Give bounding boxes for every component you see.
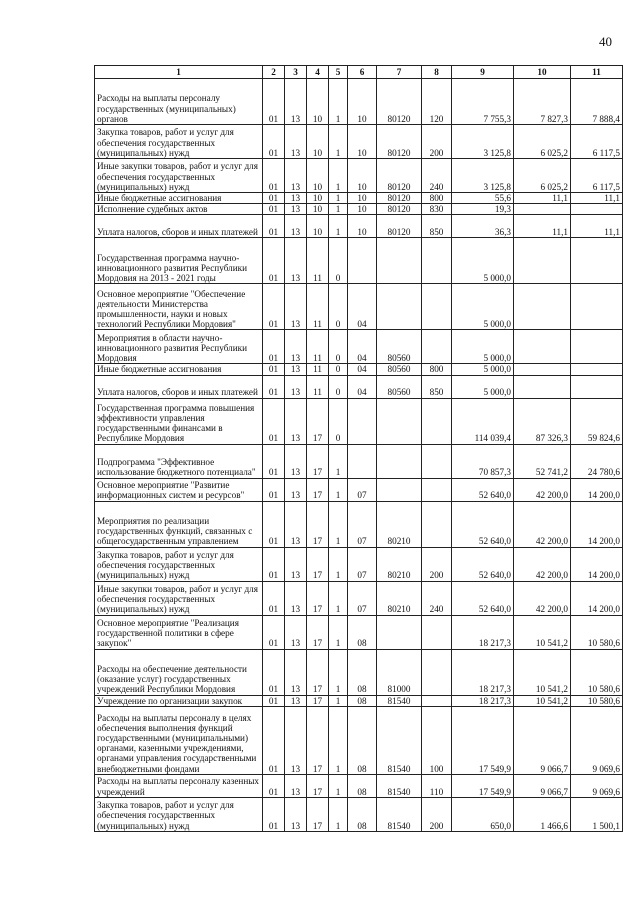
code-cell: 11 [307,364,329,375]
code-cell: 01 [263,398,285,444]
code-cell: 17 [307,444,329,478]
code-cell: 81540 [377,774,422,797]
code-cell [422,444,452,478]
table-row [95,193,623,204]
row-name-cell: Уплата налогов, сборов и иных платежей [95,375,263,398]
code-cell [422,398,452,444]
amount-cell: 18 217,3 [452,649,514,695]
table-row [95,79,623,125]
table-row [95,797,623,831]
amount-cell: 9 069,6 [571,706,623,774]
column-header: 6 [348,66,377,79]
code-cell: 13 [285,125,307,159]
code-cell: 10 [307,159,329,193]
table-row [95,581,623,615]
code-cell: 10 [348,215,377,238]
code-cell: 10 [307,204,329,215]
code-cell: 17 [307,706,329,774]
amount-cell: 14 200,0 [571,547,623,581]
row-name-cell: Иные бюджетные ассигнования [95,364,263,375]
code-cell: 81000 [377,649,422,695]
code-cell [422,330,452,364]
code-cell: 01 [263,649,285,695]
column-header: 7 [377,66,422,79]
column-header: 8 [422,66,452,79]
code-cell [377,478,422,501]
code-cell: 04 [348,284,377,330]
code-cell [377,284,422,330]
table-row [95,649,623,695]
code-cell: 17 [307,547,329,581]
code-cell: 80120 [377,159,422,193]
code-cell: 80120 [377,125,422,159]
amount-cell: 10 541,2 [514,695,571,706]
amount-cell: 70 857,3 [452,444,514,478]
code-cell: 08 [348,797,377,831]
amount-cell: 7 888,4 [571,79,623,125]
table-row [95,547,623,581]
row-name-cell: Иные закупки товаров, работ и услуг для обеспечения государственных (муниципальных) нужд [95,159,263,193]
amount-cell: 6 025,2 [514,159,571,193]
column-header: 2 [263,66,285,79]
code-cell: 1 [329,706,348,774]
amount-cell: 36,3 [452,215,514,238]
code-cell: 80120 [377,204,422,215]
code-cell: 01 [263,375,285,398]
amount-cell: 11,1 [571,193,623,204]
code-cell: 240 [422,581,452,615]
code-cell: 01 [263,797,285,831]
row-name-cell: Закупка товаров, работ и услуг для обеспечения государственных (муниципальных) нужд [95,797,263,831]
amount-cell: 11,1 [514,215,571,238]
code-cell: 80560 [377,375,422,398]
table-body [95,79,623,832]
row-name-cell: Расходы на выплаты персоналу государственных (муниципальных) органов [95,79,263,125]
code-cell: 800 [422,193,452,204]
code-cell: 01 [263,193,285,204]
table-row [95,444,623,478]
code-cell: 80120 [377,79,422,125]
code-cell: 01 [263,581,285,615]
code-cell [377,615,422,649]
code-cell: 11 [307,238,329,284]
code-cell: 13 [285,547,307,581]
amount-cell: 6 025,2 [514,125,571,159]
code-cell [422,695,452,706]
code-cell [348,398,377,444]
amount-cell: 10 541,2 [514,615,571,649]
code-cell: 13 [285,706,307,774]
row-name-cell: Расходы на выплаты персоналу казенных учреждений [95,774,263,797]
amount-cell: 5 000,0 [452,375,514,398]
code-cell [422,615,452,649]
amount-cell: 6 117,5 [571,125,623,159]
amount-cell: 5 000,0 [452,330,514,364]
code-cell: 13 [285,478,307,501]
amount-cell: 42 200,0 [514,478,571,501]
amount-cell: 14 200,0 [571,478,623,501]
amount-cell: 42 200,0 [514,547,571,581]
code-cell: 0 [329,398,348,444]
column-header: 10 [514,66,571,79]
code-cell: 13 [285,615,307,649]
table-row [95,478,623,501]
amount-cell: 18 217,3 [452,615,514,649]
code-cell: 07 [348,478,377,501]
column-header: 1 [95,66,263,79]
table-row [95,204,623,215]
row-name-cell: Подпрограмма "Эффективное использование бюджетного потенциала" [95,444,263,478]
amount-cell: 10 580,6 [571,649,623,695]
code-cell: 01 [263,444,285,478]
budget-table [94,65,623,832]
code-cell: 17 [307,581,329,615]
code-cell: 13 [285,330,307,364]
code-cell: 10 [307,215,329,238]
row-name-cell: Уплата налогов, сборов и иных платежей [95,215,263,238]
amount-cell: 52 640,0 [452,478,514,501]
code-cell: 10 [348,193,377,204]
code-cell: 17 [307,695,329,706]
amount-cell: 114 039,4 [452,398,514,444]
amount-cell: 19,3 [452,204,514,215]
code-cell: 17 [307,398,329,444]
code-cell [377,238,422,284]
code-cell: 01 [263,706,285,774]
amount-cell: 3 125,8 [452,159,514,193]
code-cell [422,478,452,501]
code-cell: 81540 [377,695,422,706]
code-cell [377,444,422,478]
code-cell: 04 [348,330,377,364]
code-cell: 01 [263,238,285,284]
amount-cell: 7 827,3 [514,79,571,125]
column-header: 9 [452,66,514,79]
code-cell: 850 [422,375,452,398]
table-row [95,615,623,649]
code-cell: 13 [285,649,307,695]
code-cell: 11 [307,284,329,330]
column-header: 5 [329,66,348,79]
row-name-cell: Закупка товаров, работ и услуг для обеспечения государственных (муниципальных) нужд [95,125,263,159]
amount-cell [514,238,571,284]
amount-cell: 10 580,6 [571,615,623,649]
table-row [95,159,623,193]
code-cell: 10 [348,125,377,159]
code-cell: 17 [307,615,329,649]
code-cell: 17 [307,774,329,797]
code-cell: 13 [285,238,307,284]
amount-cell: 52 640,0 [452,501,514,547]
amount-cell: 11,1 [514,193,571,204]
code-cell: 17 [307,501,329,547]
code-cell: 01 [263,215,285,238]
code-cell: 13 [285,774,307,797]
code-cell: 10 [348,204,377,215]
code-cell: 08 [348,774,377,797]
code-cell: 10 [307,193,329,204]
code-cell: 08 [348,695,377,706]
code-cell: 1 [329,581,348,615]
amount-cell [571,364,623,375]
code-cell: 1 [329,79,348,125]
amount-cell: 9 066,7 [514,774,571,797]
amount-cell: 3 125,8 [452,125,514,159]
code-cell: 1 [329,215,348,238]
code-cell: 13 [285,375,307,398]
code-cell: 01 [263,615,285,649]
amount-cell [514,330,571,364]
amount-cell: 59 824,6 [571,398,623,444]
code-cell: 13 [285,364,307,375]
code-cell: 240 [422,159,452,193]
code-cell: 200 [422,125,452,159]
code-cell: 830 [422,204,452,215]
amount-cell: 17 549,9 [452,706,514,774]
amount-cell: 5 000,0 [452,364,514,375]
amount-cell: 6 117,5 [571,159,623,193]
amount-cell: 42 200,0 [514,501,571,547]
amount-cell: 24 780,6 [571,444,623,478]
amount-cell: 14 200,0 [571,581,623,615]
amount-cell: 14 200,0 [571,501,623,547]
row-name-cell: Иные бюджетные ассигнования [95,193,263,204]
amount-cell [571,330,623,364]
code-cell: 17 [307,478,329,501]
table-row [95,284,623,330]
code-cell: 110 [422,774,452,797]
amount-cell: 5 000,0 [452,238,514,284]
code-cell: 80560 [377,364,422,375]
code-cell: 80120 [377,215,422,238]
code-cell: 1 [329,774,348,797]
code-cell: 10 [307,125,329,159]
table-row [95,375,623,398]
code-cell: 08 [348,615,377,649]
code-cell: 13 [285,695,307,706]
code-cell: 07 [348,547,377,581]
code-cell: 11 [307,375,329,398]
code-cell: 80210 [377,501,422,547]
amount-cell [571,238,623,284]
amount-cell [571,284,623,330]
code-cell: 11 [307,330,329,364]
row-name-cell: Основное мероприятие "Обеспечение деятельности Министерства промышленности, науки и новых технологий Республики Мордовия" [95,284,263,330]
code-cell: 80210 [377,547,422,581]
row-name-cell: Основное мероприятие "Развитие информационных систем и ресурсов" [95,478,263,501]
amount-cell: 9 069,6 [571,774,623,797]
code-cell: 13 [285,284,307,330]
code-cell: 0 [329,238,348,284]
amount-cell: 10 541,2 [514,649,571,695]
code-cell: 1 [329,501,348,547]
amount-cell: 9 066,7 [514,706,571,774]
row-name-cell: Исполнение судебных актов [95,204,263,215]
code-cell: 200 [422,797,452,831]
amount-cell [571,375,623,398]
code-cell: 0 [329,284,348,330]
code-cell: 13 [285,204,307,215]
code-cell: 1 [329,204,348,215]
code-cell: 1 [329,159,348,193]
code-cell: 08 [348,706,377,774]
code-cell: 07 [348,581,377,615]
code-cell: 13 [285,581,307,615]
row-name-cell: Государственная программа научно-инновационного развития Республики Мордовия на 2013 - 2021 годы [95,238,263,284]
amount-cell: 42 200,0 [514,581,571,615]
amount-cell: 5 000,0 [452,284,514,330]
row-name-cell: Государственная программа повышения эффективности управления государственными финансами в Республике Мордовия [95,398,263,444]
row-name-cell: Основное мероприятие "Реализация государственной политики в сфере закупок" [95,615,263,649]
amount-cell [514,204,571,215]
page-number: 40 [599,34,612,49]
code-cell: 08 [348,649,377,695]
code-cell: 80560 [377,330,422,364]
code-cell: 13 [285,398,307,444]
table-row [95,501,623,547]
row-name-cell: Расходы на выплаты персоналу в целях обеспечения выполнения функций государственными (муниципальными) органами, казенными учреждениями, органами управления государственными внебюджетными фондами [95,706,263,774]
amount-cell: 18 217,3 [452,695,514,706]
code-cell: 01 [263,364,285,375]
amount-cell: 17 549,9 [452,774,514,797]
code-cell: 800 [422,364,452,375]
column-header: 4 [307,66,329,79]
code-cell: 1 [329,695,348,706]
code-cell: 80120 [377,193,422,204]
code-cell: 0 [329,330,348,364]
code-cell: 80210 [377,581,422,615]
column-header: 11 [571,66,623,79]
code-cell: 1 [329,444,348,478]
code-cell: 10 [348,79,377,125]
row-name-cell: Закупка товаров, работ и услуг для обеспечения государственных (муниципальных) нужд [95,547,263,581]
amount-cell: 11,1 [571,215,623,238]
code-cell [348,444,377,478]
code-cell: 1 [329,615,348,649]
table-row [95,398,623,444]
code-cell: 850 [422,215,452,238]
table-row [95,238,623,284]
code-cell: 17 [307,649,329,695]
code-cell [377,398,422,444]
code-cell: 04 [348,364,377,375]
amount-cell: 650,0 [452,797,514,831]
amount-cell: 1 466,6 [514,797,571,831]
code-cell: 81540 [377,797,422,831]
code-cell: 1 [329,797,348,831]
code-cell: 13 [285,797,307,831]
code-cell: 04 [348,375,377,398]
code-cell: 1 [329,125,348,159]
code-cell: 01 [263,547,285,581]
code-cell: 1 [329,547,348,581]
code-cell: 01 [263,695,285,706]
code-cell: 0 [329,375,348,398]
amount-cell [514,375,571,398]
code-cell [422,501,452,547]
code-cell: 13 [285,159,307,193]
code-cell: 17 [307,797,329,831]
code-cell [348,238,377,284]
code-cell: 10 [307,79,329,125]
code-cell: 1 [329,649,348,695]
code-cell: 07 [348,501,377,547]
code-cell [422,238,452,284]
amount-cell: 10 580,6 [571,695,623,706]
code-cell: 13 [285,193,307,204]
code-cell: 01 [263,159,285,193]
table-row [95,695,623,706]
amount-cell [571,204,623,215]
code-cell: 01 [263,478,285,501]
amount-cell: 52 741,2 [514,444,571,478]
column-header: 3 [285,66,307,79]
code-cell: 1 [329,478,348,501]
amount-cell: 52 640,0 [452,581,514,615]
code-cell: 0 [329,364,348,375]
row-name-cell: Мероприятия по реализации государственных функций, связанных с общегосударственным управлением [95,501,263,547]
table-row [95,125,623,159]
table-row [95,215,623,238]
code-cell: 1 [329,193,348,204]
row-name-cell: Иные закупки товаров, работ и услуг для обеспечения государственных (муниципальных) нужд [95,581,263,615]
code-cell: 01 [263,330,285,364]
table-row [95,330,623,364]
table-row [95,706,623,774]
row-name-cell: Расходы на обеспечение деятельности (оказание услуг) государственных учреждений Республики Мордовия [95,649,263,695]
code-cell: 01 [263,204,285,215]
code-cell: 13 [285,444,307,478]
row-name-cell: Мероприятия в области научно-инновационного развития Республики Мордовия [95,330,263,364]
code-cell: 10 [348,159,377,193]
code-cell: 01 [263,125,285,159]
amount-cell [514,364,571,375]
code-cell: 13 [285,79,307,125]
code-cell: 200 [422,547,452,581]
code-cell: 01 [263,79,285,125]
code-cell: 01 [263,774,285,797]
row-name-cell: Учреждение по организации закупок [95,695,263,706]
code-cell: 100 [422,706,452,774]
amount-cell: 1 500,1 [571,797,623,831]
amount-cell: 52 640,0 [452,547,514,581]
code-cell: 13 [285,501,307,547]
table-row [95,364,623,375]
amount-cell: 87 326,3 [514,398,571,444]
table-row [95,774,623,797]
amount-cell: 55,6 [452,193,514,204]
code-cell: 81540 [377,706,422,774]
code-cell [422,649,452,695]
code-cell: 13 [285,215,307,238]
amount-cell [514,284,571,330]
code-cell [422,284,452,330]
table-header-row [95,66,623,79]
amount-cell: 7 755,3 [452,79,514,125]
code-cell: 01 [263,501,285,547]
code-cell: 01 [263,284,285,330]
code-cell: 120 [422,79,452,125]
